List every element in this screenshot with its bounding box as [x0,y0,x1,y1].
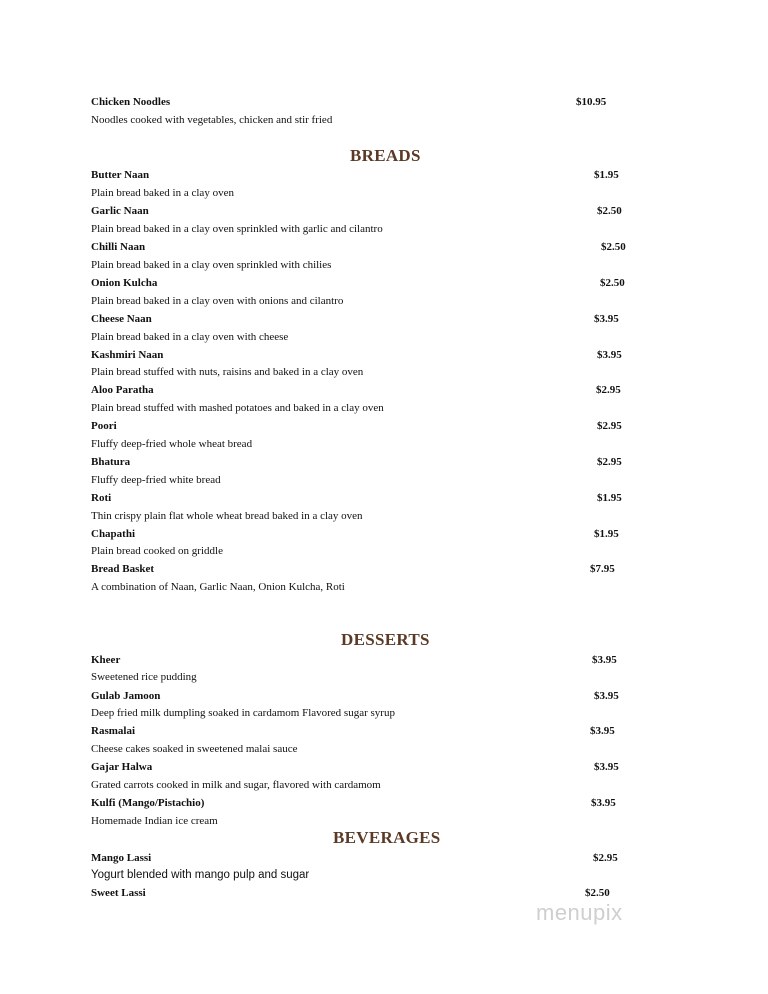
item-name: Bread Basket [91,563,155,575]
item-description: Cheese cakes soaked in sweetened malai sauce [91,743,298,755]
item-description: A combination of Naan, Garlic Naan, Onion Kulcha, Roti [91,581,345,593]
item-name: Kulfi (Mango/Pistachio) [91,797,205,809]
item-name: Butter Naan [91,169,150,181]
item-price: $1.95 [594,528,619,540]
item-name: Onion Kulcha [91,277,158,289]
item-description: Plain bread baked in a clay oven sprinkled with chilies [91,259,332,271]
item-price: $3.95 [594,690,619,702]
item-name: Aloo Paratha [91,384,154,396]
item-price: $2.50 [601,241,626,253]
item-price: $3.95 [594,761,619,773]
item-price: $2.50 [600,277,625,289]
item-price: $10.95 [576,96,607,108]
item-price: $1.95 [594,169,619,181]
item-name: Chapathi [91,528,136,540]
item-description: Plain bread stuffed with nuts, raisins and baked in a clay oven [91,366,364,378]
item-description: Sweetened rice pudding [91,671,197,683]
item-name: Mango Lassi [91,852,152,864]
item-name: Kheer [91,654,121,666]
item-name: Sweet Lassi [91,887,146,899]
section-heading-desserts: DESSERTS [341,630,430,649]
item-price: $2.50 [597,205,622,217]
item-price: $2.95 [597,420,622,432]
item-description: Plain bread baked in a clay oven [91,187,234,199]
item-name: Poori [91,420,117,432]
item-description: Homemade Indian ice cream [91,815,218,827]
item-price: $2.95 [596,384,621,396]
item-description: Plain bread stuffed with mashed potatoes and baked in a clay oven [91,402,384,414]
item-name: Kashmiri Naan [91,349,164,361]
item-price: $3.95 [592,654,617,666]
item-price: $3.95 [594,313,619,325]
item-description: Fluffy deep-fried white bread [91,474,221,486]
item-description: Deep fried milk dumpling soaked in cardamom Flavored sugar syrup [91,707,395,719]
item-price: $7.95 [590,563,615,575]
item-price: $3.95 [591,797,616,809]
item-price: $3.95 [597,349,622,361]
item-description: Plain bread baked in a clay oven sprinkled with garlic and cilantro [91,223,383,235]
item-name: Bhatura [91,456,131,468]
item-price: $2.50 [585,887,610,899]
section-heading-breads: BREADS [350,146,421,165]
item-name: Roti [91,492,112,504]
item-name: Gajar Halwa [91,761,153,773]
item-description: Plain bread baked in a clay oven with cheese [91,331,289,343]
section-heading-beverages: BEVERAGES [333,828,441,847]
item-description: Yogurt blended with mango pulp and sugar [91,869,310,881]
item-description: Thin crispy plain flat whole wheat bread baked in a clay oven [91,510,363,522]
item-name: Cheese Naan [91,313,152,325]
item-name: Rasmalai [91,725,135,737]
item-price: $3.95 [590,725,615,737]
item-name: Garlic Naan [91,205,149,217]
item-name: Chilli Naan [91,241,146,253]
item-name: Gulab Jamoon [91,690,161,702]
watermark: menupix [536,900,623,925]
item-name: Chicken Noodles [91,96,171,108]
item-price: $2.95 [593,852,618,864]
item-description: Plain bread cooked on griddle [91,545,223,557]
item-description: Fluffy deep-fried whole wheat bread [91,438,253,450]
item-description: Noodles cooked with vegetables, chicken and stir fried [91,114,333,126]
item-price: $1.95 [597,492,622,504]
item-description: Grated carrots cooked in milk and sugar, flavored with cardamom [91,779,381,791]
item-description: Plain bread baked in a clay oven with onions and cilantro [91,295,344,307]
item-price: $2.95 [597,456,622,468]
